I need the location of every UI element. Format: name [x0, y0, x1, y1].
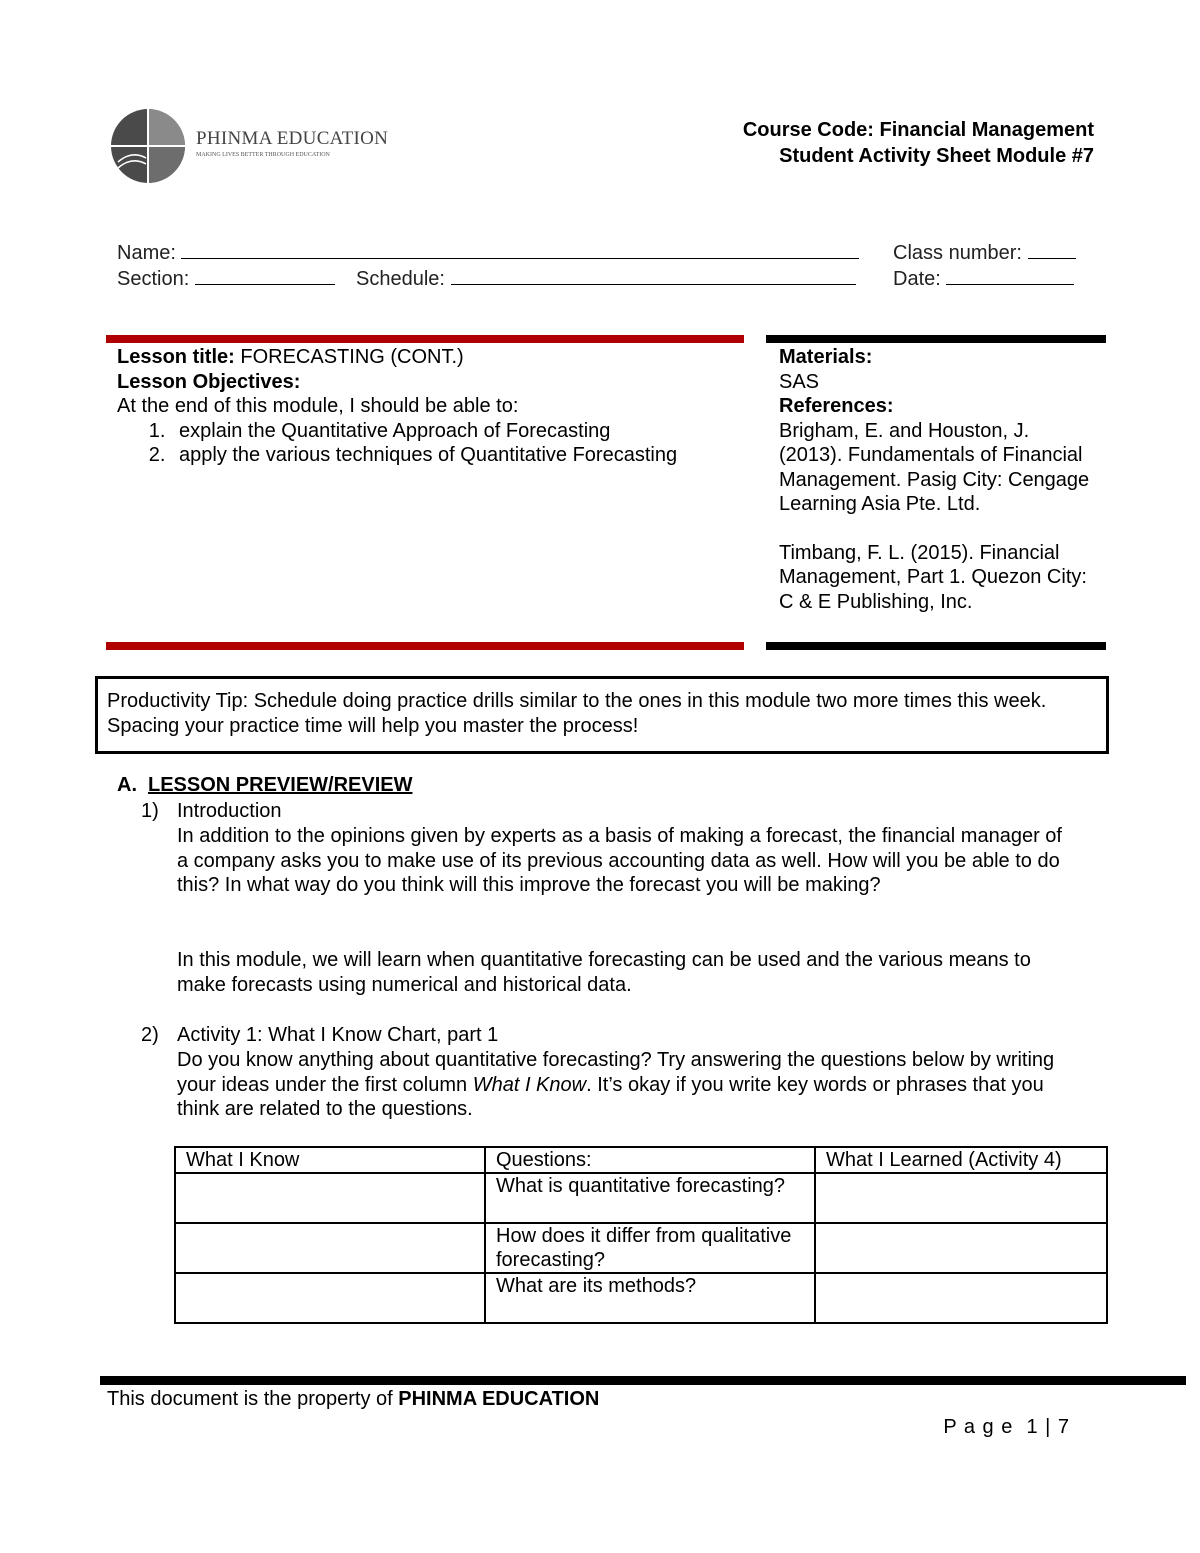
- objectives-intro: At the end of this module, I should be able to:: [117, 395, 519, 417]
- logo: [110, 106, 389, 186]
- logo-name: PHINMA EDUCATION: [196, 128, 389, 149]
- materials-block: [779, 345, 1097, 614]
- references-label: References:: [779, 395, 894, 417]
- table-row: [175, 1273, 1107, 1323]
- objectives-list: [117, 419, 742, 468]
- table-header-cell: What I Know: [175, 1147, 485, 1173]
- table-row: [175, 1223, 1107, 1273]
- date-field[interactable]: [893, 266, 1074, 291]
- productivity-tip-box: [95, 676, 1109, 754]
- item2-num: 2): [141, 1024, 159, 1046]
- item1-num: 1): [141, 800, 159, 822]
- class-number-label: Class number:: [893, 242, 1022, 264]
- activity-text-em: What I Know: [472, 1073, 587, 1096]
- footer-property-prefix: This document is the property of: [107, 1388, 399, 1410]
- date-line: [946, 266, 1074, 285]
- lesson-title: [117, 345, 742, 370]
- activity-paragraph: [177, 1048, 1082, 1122]
- lesson-top-bar: [106, 335, 744, 343]
- objectives-label: Lesson Objectives:: [117, 370, 301, 393]
- section-line: [195, 266, 335, 285]
- module-title: Student Activity Sheet Module #7: [779, 145, 1094, 167]
- objective-item: 2. apply the various techniques of Quantitative Forecasting: [171, 443, 742, 468]
- question-cell: What is quantitative forecasting?: [485, 1173, 815, 1223]
- lesson-block: [117, 345, 742, 468]
- activity-text-a: Do you know anything about quantitative forecasting? Try answering the questions below by writing your ideas under the first column: [177, 1049, 1055, 1096]
- what-i-know-cell[interactable]: [175, 1223, 485, 1273]
- table-header-row: [175, 1147, 1107, 1173]
- item1-title: Introduction: [177, 800, 282, 822]
- schedule-line: [451, 266, 856, 285]
- table-header-cell: Questions:: [485, 1147, 815, 1173]
- productivity-tip-text: Productivity Tip: Schedule doing practice drills similar to the ones in this module two more times this week. Spacing your practice time will help you master the process!: [107, 690, 1047, 737]
- section-a-heading: LESSON PREVIEW/REVIEW: [148, 774, 413, 796]
- materials-value: SAS: [779, 370, 820, 393]
- schedule-field[interactable]: [356, 266, 856, 291]
- section-a-letter: A.: [117, 774, 137, 796]
- footer-property-owner: PHINMA EDUCATION: [398, 1388, 600, 1410]
- name-line: [181, 240, 859, 259]
- lesson-title-label: Lesson title:: [117, 346, 235, 368]
- question-cell: How does it differ from qualitative forecasting?: [485, 1223, 815, 1273]
- footer-bar: [100, 1376, 1186, 1385]
- reference-2: Timbang, F. L. (2015). Financial Management, Part 1. Quezon City: C & E Publishing, Inc.: [779, 541, 1087, 613]
- what-i-know-cell[interactable]: [175, 1273, 485, 1323]
- schedule-label: Schedule:: [356, 268, 445, 290]
- date-label: Date:: [893, 268, 941, 290]
- lesson-title-value: FORECASTING (CONT.): [240, 346, 464, 368]
- what-i-know-cell[interactable]: [175, 1173, 485, 1223]
- materials-label: Materials:: [779, 346, 873, 368]
- item2-title: Activity 1: What I Know Chart, part 1: [177, 1024, 499, 1046]
- name-field[interactable]: [117, 240, 859, 265]
- logo-tagline: MAKING LIVES BETTER THROUGH EDUCATION: [196, 152, 330, 158]
- class-number-line: [1028, 240, 1076, 259]
- name-label: Name:: [117, 242, 176, 264]
- activity-text-b: . It’s okay if you write key words or phrases that you think are related to the questions.: [177, 1073, 1044, 1120]
- section-label: Section:: [117, 268, 190, 290]
- phinma-logo-icon: [110, 106, 190, 186]
- page-number: P a g e 1 | 7: [943, 1416, 1070, 1438]
- objective-item: 1. explain the Quantitative Approach of Forecasting: [171, 419, 742, 444]
- what-i-learned-cell[interactable]: [815, 1223, 1107, 1273]
- intro-paragraph-1: In addition to the opinions given by experts as a basis of making a forecast, the financial manager of a company asks you to make use of its previous accounting data as well. How will you be able to do this? In what way do you think will this improve the forecast you will be making?: [177, 825, 1062, 896]
- what-i-learned-cell[interactable]: [815, 1273, 1107, 1323]
- table-row: [175, 1173, 1107, 1223]
- table-header-cell: What I Learned (Activity 4): [815, 1147, 1107, 1173]
- class-number-field[interactable]: [893, 240, 1076, 265]
- what-i-know-table: [174, 1146, 1108, 1324]
- course-code: Course Code: Financial Management: [742, 119, 1094, 141]
- intro-paragraph-2: In this module, we will learn when quantitative forecasting can be used and the various means to make forecasts using numerical and historical data.: [177, 949, 1031, 996]
- reference-1: Brigham, E. and Houston, J. (2013). Fundamentals of Financial Management. Pasig City: Cengage Learning Asia Pte. Ltd.: [779, 419, 1090, 515]
- what-i-learned-cell[interactable]: [815, 1173, 1107, 1223]
- section-field[interactable]: [117, 266, 335, 291]
- lesson-bottom-bar: [106, 642, 744, 650]
- footer-property: [107, 1388, 599, 1411]
- question-cell: What are its methods?: [485, 1273, 815, 1323]
- materials-bottom-bar: [766, 642, 1106, 650]
- materials-top-bar: [766, 335, 1106, 343]
